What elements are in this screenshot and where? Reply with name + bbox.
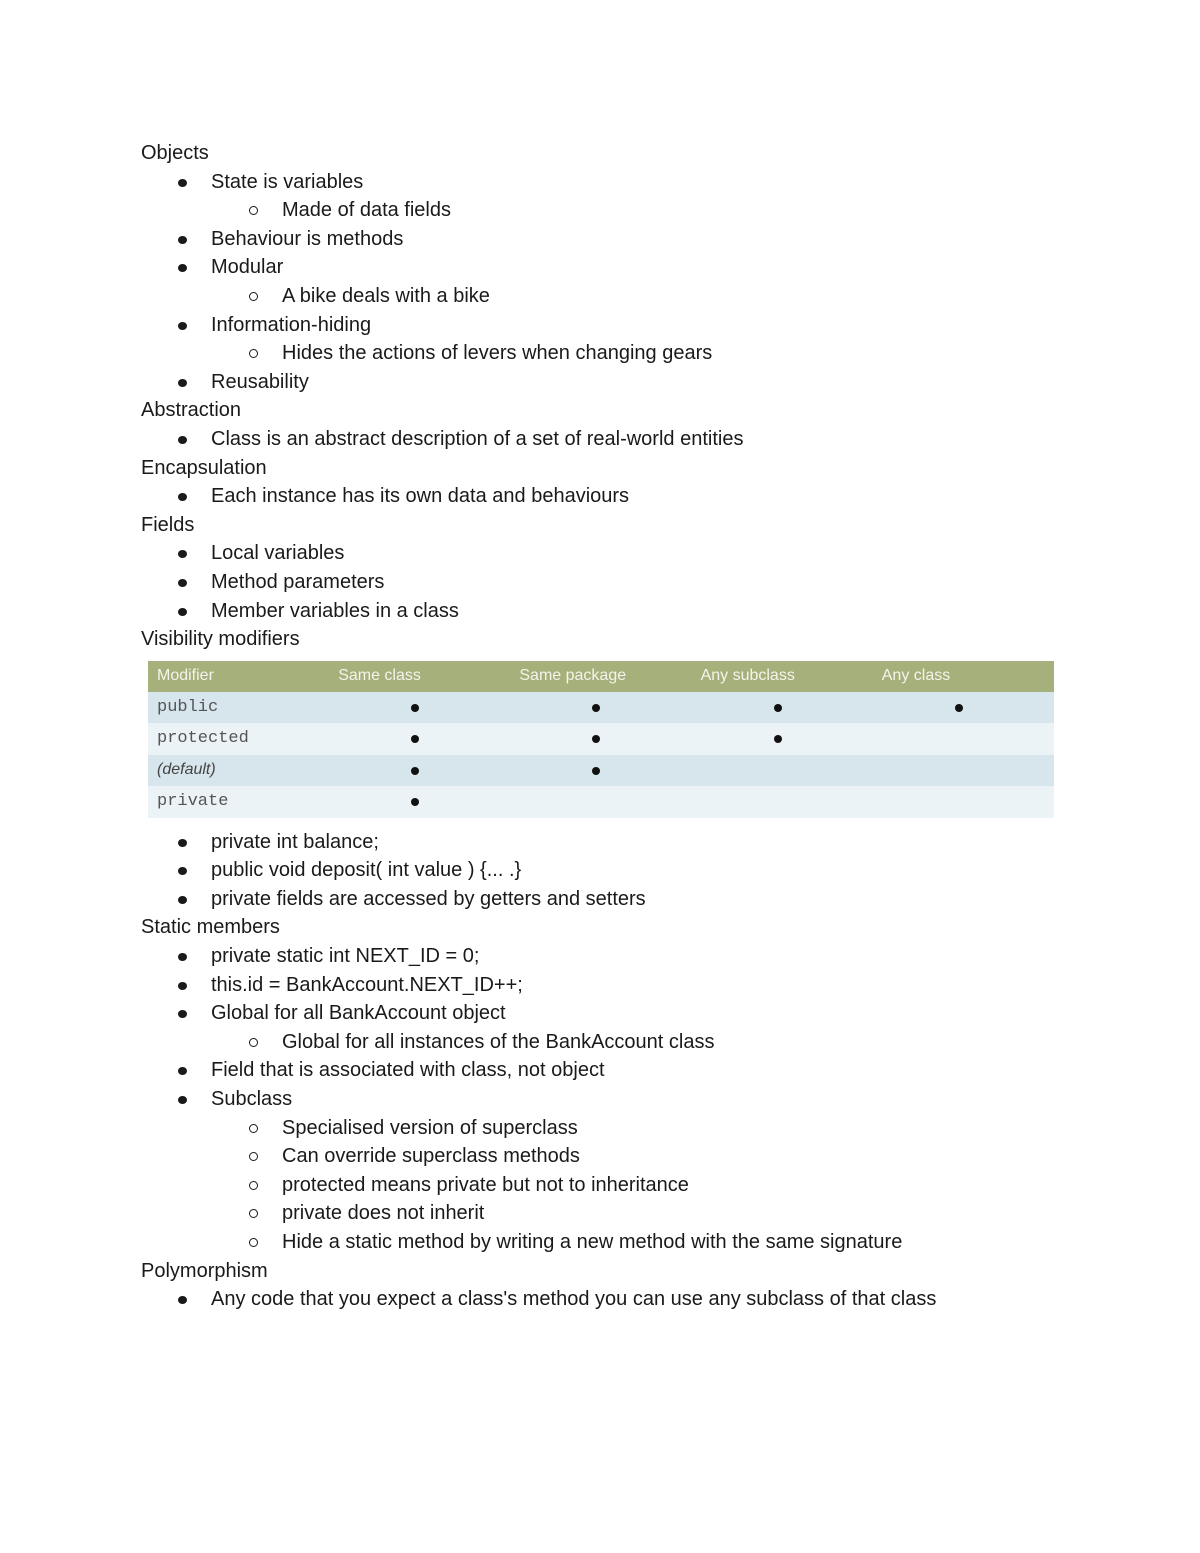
bullet-text: public void deposit( int value ) {... .} xyxy=(211,859,522,882)
sub-bullet-text: protected means private but not to inheritance xyxy=(282,1173,689,1196)
access-dot-icon xyxy=(774,704,782,712)
sub-bullet-text: Made of data fields xyxy=(282,199,451,222)
hollow-bullet-icon xyxy=(249,349,258,358)
section-heading: Polymorphism xyxy=(141,1259,268,1282)
table-header-cell: Modifier xyxy=(148,661,329,692)
access-cell xyxy=(873,692,1054,724)
bullet-item xyxy=(141,539,1081,568)
sub-bullet-text: Global for all instances of the BankAccount class xyxy=(282,1030,715,1053)
bullet-text: Any code that you expect a class's method you can use any subclass of that class xyxy=(211,1288,937,1311)
hollow-bullet-icon xyxy=(249,1209,258,1218)
hollow-bullet-icon xyxy=(249,1038,258,1047)
visibility-table xyxy=(148,661,1054,818)
bullet-icon xyxy=(178,1010,187,1018)
sub-bullet-item xyxy=(141,1199,1081,1228)
bullet-item xyxy=(141,368,1081,397)
bullet-text: Reusability xyxy=(211,370,309,393)
bullet-item xyxy=(141,1056,1081,1085)
access-dot-icon xyxy=(411,798,419,806)
sub-bullet-text: Specialised version of superclass xyxy=(282,1116,578,1139)
bullet-item xyxy=(141,1085,1081,1114)
section-heading: Static members xyxy=(141,916,280,939)
access-dot-icon xyxy=(592,704,600,712)
table-row xyxy=(148,723,1054,755)
bullet-text: private fields are accessed by getters and setters xyxy=(211,887,646,910)
modifier-cell: public xyxy=(148,692,329,724)
table-header-cell: Any subclass xyxy=(692,661,873,692)
sub-bullet-item xyxy=(141,1114,1081,1143)
access-dot-icon xyxy=(592,735,600,743)
bullet-text: Global for all BankAccount object xyxy=(211,1002,506,1025)
hollow-bullet-icon xyxy=(249,1152,258,1161)
bullet-item xyxy=(141,971,1081,1000)
modifier-cell: private xyxy=(148,786,329,818)
access-cell xyxy=(510,692,691,724)
bullet-item xyxy=(141,885,1081,914)
bullet-text: Modular xyxy=(211,256,284,279)
hollow-bullet-icon xyxy=(249,206,258,215)
bullet-icon xyxy=(178,436,187,444)
bullet-icon xyxy=(178,179,187,187)
bullet-item xyxy=(141,168,1081,197)
bullet-text: State is variables xyxy=(211,170,364,193)
bullet-item xyxy=(141,856,1081,885)
bullet-icon xyxy=(178,1067,187,1075)
access-cell xyxy=(329,786,510,818)
sub-bullet-text: private does not inherit xyxy=(282,1202,485,1225)
bullet-icon xyxy=(178,379,187,387)
access-dot-icon xyxy=(592,767,600,775)
hollow-bullet-icon xyxy=(249,292,258,301)
access-cell xyxy=(510,723,691,755)
bullet-text: private int balance; xyxy=(211,830,379,853)
bullet-item xyxy=(141,253,1081,282)
sub-bullet-text: Hide a static method by writing a new method with the same signature xyxy=(282,1231,903,1253)
bullet-item xyxy=(141,942,1081,971)
bullet-icon xyxy=(178,236,187,244)
section-heading: Objects xyxy=(141,142,209,164)
sub-bullet-text: A bike deals with a bike xyxy=(282,284,490,307)
table-row xyxy=(148,755,1054,787)
access-cell xyxy=(692,692,873,724)
bullet-icon xyxy=(178,1296,187,1304)
sub-bullet-text: Hides the actions of levers when changing gears xyxy=(282,342,713,365)
sub-bullet-item xyxy=(141,1171,1081,1200)
document-body xyxy=(141,139,1081,1314)
bullet-icon xyxy=(178,608,187,616)
bullet-text: private static int NEXT_ID = 0; xyxy=(211,945,480,968)
hollow-bullet-icon xyxy=(249,1238,258,1247)
access-cell xyxy=(873,786,1054,818)
bullet-icon xyxy=(178,867,187,875)
table-row xyxy=(148,692,1054,724)
sub-bullet-item xyxy=(141,1142,1081,1171)
bullet-icon xyxy=(178,953,187,961)
access-cell xyxy=(510,786,691,818)
bullet-item xyxy=(141,482,1081,511)
bullet-text: Field that is associated with class, not object xyxy=(211,1059,605,1082)
table-header-cell: Same class xyxy=(329,661,510,692)
bullet-icon xyxy=(178,1096,187,1104)
bullet-icon xyxy=(178,493,187,501)
modifier-cell: (default) xyxy=(148,755,329,787)
sub-bullet-item xyxy=(141,339,1081,368)
bullet-text: Information-hiding xyxy=(211,313,372,336)
bullet-icon xyxy=(178,264,187,272)
access-cell xyxy=(873,723,1054,755)
bullet-item xyxy=(141,999,1081,1028)
access-cell xyxy=(329,692,510,724)
sub-bullet-item xyxy=(141,1228,1081,1257)
access-cell xyxy=(692,723,873,755)
access-cell xyxy=(329,755,510,787)
access-cell xyxy=(873,755,1054,787)
section-heading: Fields xyxy=(141,513,195,536)
sub-bullet-item xyxy=(141,196,1081,225)
bullet-icon xyxy=(178,322,187,330)
bullet-item xyxy=(141,225,1081,254)
bullet-item xyxy=(141,425,1081,454)
bullet-icon xyxy=(178,896,187,904)
bullet-icon xyxy=(178,839,187,847)
bullet-item xyxy=(141,828,1081,857)
table-row xyxy=(148,786,1054,818)
sub-bullet-text: Can override superclass methods xyxy=(282,1145,580,1168)
bullet-text: Method parameters xyxy=(211,570,385,593)
access-dot-icon xyxy=(411,767,419,775)
modifier-cell: protected xyxy=(148,723,329,755)
sub-bullet-item xyxy=(141,282,1081,311)
bullet-icon xyxy=(178,579,187,587)
access-cell xyxy=(692,786,873,818)
access-dot-icon xyxy=(774,735,782,743)
table-header-row xyxy=(148,661,1054,692)
bullet-item xyxy=(141,311,1081,340)
bullet-text: this.id = BankAccount.NEXT_ID++; xyxy=(211,973,523,996)
access-dot-icon xyxy=(411,735,419,743)
bullet-text: Member variables in a class xyxy=(211,599,459,622)
access-dot-icon xyxy=(411,704,419,712)
sub-bullet-item xyxy=(141,1028,1081,1057)
bullet-text: Behaviour is methods xyxy=(211,227,404,250)
hollow-bullet-icon xyxy=(249,1124,258,1133)
bullet-item xyxy=(141,1285,1081,1314)
bullet-text: Subclass xyxy=(211,1088,293,1111)
bullet-icon xyxy=(178,550,187,558)
section-heading: Abstraction xyxy=(141,399,242,422)
bullet-icon xyxy=(178,982,187,990)
table-header-cell: Any class xyxy=(873,661,1054,692)
access-cell xyxy=(510,755,691,787)
bullet-text: Local variables xyxy=(211,542,345,565)
section-heading: Encapsulation xyxy=(141,456,267,479)
access-cell xyxy=(692,755,873,787)
section-heading: Visibility modifiers xyxy=(141,628,300,651)
access-dot-icon xyxy=(955,704,963,712)
bullet-item xyxy=(141,568,1081,597)
hollow-bullet-icon xyxy=(249,1181,258,1190)
access-cell xyxy=(329,723,510,755)
bullet-item xyxy=(141,597,1081,626)
table-header-cell: Same package xyxy=(510,661,691,692)
bullet-text: Class is an abstract description of a set of real-world entities xyxy=(211,427,744,450)
bullet-text: Each instance has its own data and behaviours xyxy=(211,485,630,508)
